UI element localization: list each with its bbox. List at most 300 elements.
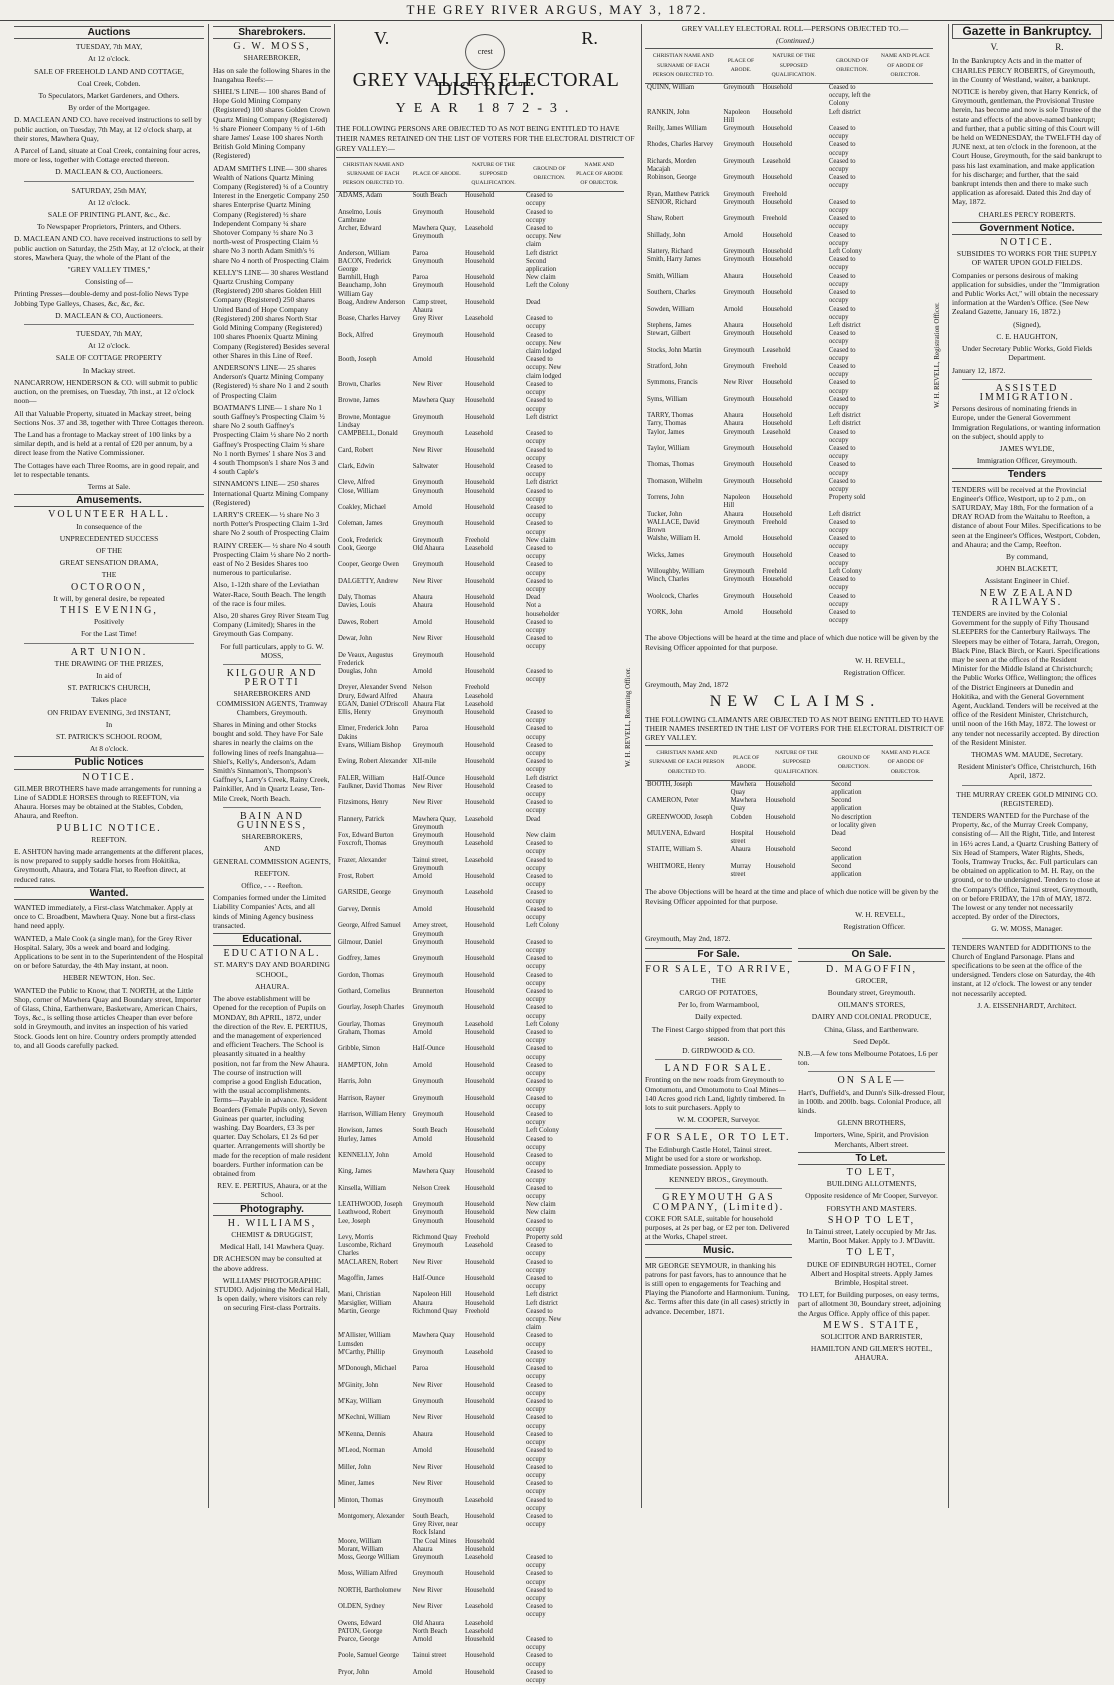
table-cell: Leasehold <box>464 840 493 848</box>
new-claims-table <box>645 745 933 879</box>
table-cell: North Beach <box>412 1627 448 1635</box>
table-cell <box>524 1538 575 1546</box>
table-row <box>336 1382 624 1398</box>
table-cell: GARSIDE, George <box>338 889 391 897</box>
table-cell: Ceased to occupy <box>828 174 856 190</box>
table-cell <box>575 1480 624 1496</box>
ad-title: D. MAGOFFIN, <box>826 963 917 975</box>
table-cell: Household <box>464 397 495 405</box>
table-cell: Arnold <box>412 356 432 364</box>
table-row <box>336 1062 624 1078</box>
table-cell: Ceased to occupy <box>526 1151 553 1168</box>
table-row <box>336 1332 624 1348</box>
table-cell <box>575 758 624 774</box>
table-body <box>645 780 933 879</box>
table-cell: Leasehold <box>762 346 791 354</box>
table-cell: Greymouth <box>412 1004 444 1012</box>
table-cell: Household <box>464 1463 495 1471</box>
table-cell <box>575 488 624 504</box>
table-cell: Greymouth <box>723 198 755 206</box>
wanted-ad: WANTED immediately, a First-class Watchmaker. Apply at once to C. Broadbent, Mawhera Quay. None but a first-class hand need apply. <box>14 903 196 931</box>
table-cell: Household <box>464 1004 495 1012</box>
ad-line: Boundary street, Greymouth. <box>827 987 916 997</box>
notice-body: Companies or persons desirous of making application for subsidies, under the "Immigration and Public Works Act," will obtain the necessary information at the Warden's Office. (See New Zealand Gazette, January 16, 1872.) <box>952 270 1100 317</box>
v-letter: V. <box>374 28 390 48</box>
table-cell: Greymouth <box>723 141 755 149</box>
table-cell: Reilly, James William <box>647 125 707 133</box>
table-cell: Ceased to occupy <box>526 1652 553 1668</box>
table-cell: Ceased to occupy <box>828 592 856 608</box>
table-cell: Household <box>464 487 495 495</box>
table-cell: Household <box>464 922 495 930</box>
table-cell: OLDEN, Sydney <box>338 1603 385 1611</box>
table-cell: Ceased to occupy <box>526 503 553 520</box>
table-cell: Household <box>464 987 495 995</box>
table-row <box>336 463 624 479</box>
table-cell: BACON, Frederick George <box>338 257 392 274</box>
art-union-title: ART UNION. <box>70 646 148 658</box>
table-cell: Ceased to occupy <box>828 215 856 231</box>
table-cell: Godfrey, James <box>338 955 381 963</box>
table-cell: Household <box>464 1414 495 1422</box>
table-header-cell: CHRISTIAN NAME AND SURNAME OF EACH PERSON OBJECTED TO. <box>645 746 729 781</box>
divider <box>962 379 1092 380</box>
table-cell: Dead <box>526 815 541 823</box>
table-row <box>645 158 933 174</box>
table-cell: Ceased to occupy <box>526 430 553 446</box>
table-cell: Ceased to occupy <box>526 487 553 503</box>
table-cell <box>878 306 933 322</box>
music-body: MR GEORGE SEYMOUR, in thanking his patrons for past favors, has to announce that he is still open to engagements for Teaching and Playing the Pianoforte and Harmonium. Tuning, &c. Terms after this date (in all cases) strictly in advance. December, 1871. <box>645 1260 790 1316</box>
table-row <box>645 846 933 862</box>
table-row <box>336 594 624 602</box>
ad-line: THE DRAWING OF THE PRIZES, <box>54 658 164 668</box>
table-cell: Household <box>762 198 793 206</box>
notice-role: Under Secretary Public Works, Gold Fields Department. <box>961 344 1093 363</box>
table-cell: Elmer, Frederick John Dakins <box>338 725 399 741</box>
table-row <box>336 775 624 783</box>
table-cell: Left district <box>828 412 861 420</box>
table-cell: Freehold <box>762 568 787 575</box>
table-cell: Freehold <box>464 684 490 692</box>
table-row <box>336 725 624 741</box>
williams-body: DR ACHESON may be consulted at the above address. <box>213 1254 322 1273</box>
divider <box>24 324 194 325</box>
table-cell: Southern, Charles <box>647 289 696 297</box>
table-cell <box>575 209 624 225</box>
royal-crest-icon: crest <box>465 34 505 70</box>
table-cell: New claim <box>526 536 556 544</box>
ad-line: SOLICITOR AND BARRISTER, <box>820 1332 923 1342</box>
table-cell: Household <box>762 412 793 420</box>
table-cell <box>878 478 933 494</box>
table-cell: Greymouth <box>412 1078 444 1086</box>
table-row <box>645 445 933 461</box>
table-row <box>645 863 933 879</box>
table-cell: Household <box>464 1299 495 1307</box>
table-cell: Greymouth <box>412 832 444 840</box>
table-row <box>336 1168 624 1184</box>
table-cell: Household <box>464 1127 495 1135</box>
table-cell: New River <box>412 799 443 807</box>
table-cell <box>575 668 624 684</box>
table-cell <box>575 332 624 357</box>
table-cell <box>524 701 575 709</box>
auction-date: SATURDAY, 25th MAY, <box>71 185 147 195</box>
ad-line: Daily expected. <box>694 1012 743 1022</box>
table-cell: Greymouth <box>412 331 444 339</box>
auction-body: D. MACLEAN AND CO. have received instructions to sell by public auction, on Tuesday, 7th May, at 12 o'clock sharp, at their stores, Mawhera Quay, <box>14 115 202 143</box>
table-cell <box>575 1062 624 1078</box>
table-cell: Harrison, William Henry <box>338 1110 406 1118</box>
table-cell: Arney street, Greymouth <box>412 922 448 938</box>
auction-body: All that Valuable Property, situated in Mackay street, being Sections Nos. 37 and 38, together with Three Cottages thereon. <box>14 408 204 427</box>
ad-line: UNPRECEDENTED SUCCESS <box>59 533 159 543</box>
williams-subtitle: CHEMIST & DRUGGIST, <box>231 1229 313 1239</box>
table-cell: Ceased to occupy <box>526 725 553 741</box>
table-cell: Ceased to occupy <box>526 561 553 577</box>
royal-header <box>962 43 1092 52</box>
table-cell <box>878 552 933 568</box>
divider <box>655 1059 782 1060</box>
table-cell <box>878 797 933 813</box>
table-cell <box>575 356 624 381</box>
table-cell: Napoleon Hill <box>412 1291 452 1299</box>
auction-paper: "GREY VALLEY TIMES," <box>67 265 151 275</box>
table-cell <box>575 832 624 840</box>
table-cell: Leathwood, Robert <box>338 1209 391 1217</box>
williams-title: H. WILLIAMS, <box>227 1217 317 1229</box>
table-cell <box>575 414 624 430</box>
public-notices-heading: Public Notices <box>14 756 204 769</box>
table-cell: Hospital street <box>730 830 754 846</box>
roll-subtitle: (Continued.) <box>775 36 815 46</box>
table-cell: Ellis, Henry <box>338 709 371 717</box>
table-row <box>336 545 624 561</box>
table-cell <box>575 1291 624 1299</box>
table-cell: Ahaura <box>723 412 744 420</box>
table-cell: Household <box>464 298 495 306</box>
table-cell: Old Ahaura <box>412 544 445 552</box>
table-cell: Ceased to occupy <box>526 873 553 889</box>
new-claims-title: NEW CLAIMS. <box>709 693 881 711</box>
table-row <box>336 225 624 250</box>
table-cell: Greymouth <box>723 289 755 297</box>
table-header-row <box>336 157 624 192</box>
table-cell <box>878 412 933 420</box>
table-row <box>336 783 624 799</box>
table-cell: Daly, Thomas <box>338 594 376 602</box>
table-cell <box>878 215 933 231</box>
ad-title: SHOP TO LET, <box>827 1214 916 1226</box>
table-cell: Household <box>464 1135 495 1143</box>
table-cell: Greymouth <box>723 477 755 485</box>
table-cell: Anderson, William <box>338 249 390 257</box>
railways-title: NEW ZEALAND RAILWAYS. <box>979 587 1075 608</box>
table-row <box>336 1201 624 1209</box>
table-cell <box>575 693 624 701</box>
table-cell: Ceased to occupy <box>526 635 553 651</box>
table-row <box>645 396 933 412</box>
table-cell: Ceased to occupy <box>526 758 553 774</box>
table-cell: Beauchamp, John William Gay <box>338 282 387 298</box>
table-cell: Ceased to occupy. New claim <box>526 225 562 249</box>
table-cell: Household <box>762 551 793 559</box>
table-cell: MACLAREN, Robert <box>338 1258 399 1266</box>
table-cell: Nelson <box>412 684 432 692</box>
table-cell: Boag, Andrew Anderson <box>338 298 406 306</box>
table-row <box>645 576 933 592</box>
table-cell: Household <box>762 576 793 584</box>
table-cell: Ceased to occupy <box>828 231 856 247</box>
table-row <box>645 593 933 609</box>
table-cell: WALLACE, David Brown <box>647 518 700 534</box>
r-letter: R. <box>581 28 598 48</box>
table-row <box>336 315 624 331</box>
table-cell: Poole, Samuel George <box>338 1652 399 1660</box>
share-line: Also, 1-12th share of the Leviathan Water-Race, South Beach. The length of the race is four miles. <box>213 580 326 608</box>
auctions-heading: Auctions <box>14 26 204 39</box>
table-cell: Greymouth <box>412 487 444 495</box>
table-cell: Left Colony <box>526 1127 560 1135</box>
table-cell: Ahaura <box>723 272 744 280</box>
moss-intro: Has on sale the following Shares in the Inangahua Reefs:— <box>213 65 331 84</box>
table-row <box>645 191 933 199</box>
table-cell: Arnold <box>412 1447 432 1455</box>
table-row <box>336 356 624 381</box>
table-cell: Ceased to occupy <box>828 198 856 215</box>
table-cell: Second application <box>831 797 862 813</box>
officer-signature: W. H. REVELL, <box>855 909 905 919</box>
table-row <box>336 1291 624 1299</box>
table-cell <box>575 701 624 709</box>
table-cell <box>575 873 624 889</box>
table-cell: Arnold <box>723 231 743 239</box>
table-header-cell: CHRISTIAN NAME AND SURNAME OF EACH PERSON OBJECTED TO. <box>336 157 411 192</box>
table-row <box>336 742 624 758</box>
table-cell: Freehold <box>464 1307 490 1315</box>
table-cell: Ceased to occupy <box>526 938 553 954</box>
table-cell: Greymouth <box>723 362 755 370</box>
table-cell: Household <box>765 797 796 805</box>
share-line: SINNAMON'S LINE— 250 shares International Quartz Mining Company (Registered) <box>213 479 329 507</box>
table-cell: Household <box>464 208 495 216</box>
table-cell <box>575 840 624 856</box>
bain-office: Office, - - - Reefton. <box>241 881 303 891</box>
table-cell: Freehold <box>464 1234 490 1242</box>
table-cell <box>575 955 624 971</box>
notice-date: Greymouth, May 2nd, 1872. <box>645 934 731 944</box>
ad-line: THE <box>101 570 117 580</box>
table-cell: Bock, Alfred <box>338 331 374 339</box>
table-cell: Leasehold <box>464 544 493 552</box>
district-title: GREY VALLEY ELECTORAL DISTRICT. <box>352 69 620 101</box>
table-cell: Ahaura <box>723 420 744 428</box>
table-cell: Napoleon Hill <box>723 108 750 124</box>
ad-line: DAIRY AND COLONIAL PRODUCE, <box>811 1012 932 1022</box>
table-cell: Ceased to occupy <box>526 1480 553 1496</box>
table-cell <box>878 289 933 305</box>
table-cell: Miller, John <box>338 1463 371 1471</box>
auction-title: SALE OF FREEHOLD LAND AND COTTAGE, <box>34 66 184 76</box>
table-cell: Nelson Creek <box>412 1184 450 1192</box>
table-cell <box>575 939 624 955</box>
table-cell <box>575 783 624 799</box>
table-cell: Household <box>464 1545 495 1553</box>
table-cell: Greymouth <box>412 1020 444 1028</box>
table-cell <box>878 109 933 125</box>
table-cell <box>575 652 624 668</box>
table-cell: Archer, Edward <box>338 225 382 233</box>
table-cell: Not a householder <box>526 602 560 618</box>
masthead: THE GREY RIVER ARGUS, MAY 3, 1872. <box>0 0 1114 21</box>
table-cell <box>575 1414 624 1430</box>
table-row <box>645 552 933 568</box>
table-cell: Richmond Quay <box>412 1234 458 1242</box>
table-cell: Stephens, James <box>647 321 692 329</box>
on-sale-column <box>798 946 945 1365</box>
table-cell <box>575 799 624 815</box>
table-cell <box>575 1300 624 1308</box>
divider <box>223 807 321 808</box>
murray-creek-title: THE MURRAY CREEK GOLD MINING CO. (REGISTERED). <box>956 789 1098 808</box>
table-cell: Greymouth <box>412 1553 444 1561</box>
table-cell: Freehold <box>464 536 490 544</box>
divider <box>24 181 194 182</box>
table-cell: Freehold <box>762 215 787 223</box>
bain-subtitle: GENERAL COMMISSION AGENTS, <box>213 856 331 866</box>
table-cell: Ceased to occupy <box>526 1110 553 1127</box>
table-cell <box>575 479 624 487</box>
table-cell: Ceased to occupy <box>526 1398 553 1414</box>
r-letter: R. <box>1055 42 1064 53</box>
table-cell: Leasehold <box>464 856 493 864</box>
table-cell: Paroa <box>412 725 429 733</box>
auction-signature: D. MACLEAN & CO, Auctioneers. <box>55 167 163 177</box>
table-row <box>336 1546 624 1554</box>
table-cell: Sowden, William <box>647 305 695 313</box>
table-cell: Household <box>765 813 796 821</box>
table-cell: CAMERON, Peter <box>647 797 699 805</box>
table-row <box>336 1570 624 1586</box>
table-cell: Greymouth <box>412 1570 444 1578</box>
table-cell: EGAN, Daniel O'Driscoll <box>338 700 409 708</box>
objection-note: The above Objections will be heard at the time and place of which due notice will be given by the Revising Officer appointed for that purpose. <box>645 887 939 906</box>
table-cell: Ceased to occupy <box>526 315 553 331</box>
ad-body: TO LET, for Building purposes, on easy terms, part of allotment 30, Boundary street, adjoining the Argus Office. Apply office of this paper. <box>798 1290 941 1318</box>
table-cell: Tainui street, Greymouth <box>412 856 448 872</box>
table-cell <box>878 191 933 199</box>
table-row <box>336 709 624 725</box>
ad-line: China, Glass, and Earthenware. <box>824 1024 919 1034</box>
table-cell: TARRY, Thomas <box>647 412 694 420</box>
table-cell: M'Ginity, John <box>338 1381 379 1389</box>
table-cell: Arnold <box>412 618 432 626</box>
table-cell: Ceased to occupy <box>828 157 856 174</box>
table-cell: Household <box>464 274 495 282</box>
table-cell: Household <box>762 272 793 280</box>
notice-date: January 12, 1872. <box>952 365 1006 375</box>
table-cell: Household <box>762 248 793 256</box>
table-cell: Greymouth <box>723 215 755 223</box>
roll-table <box>645 48 933 625</box>
table-cell: New claim <box>526 1209 556 1217</box>
table-cell: Lee, Joseph <box>338 1217 371 1225</box>
table-cell: Household <box>464 618 495 626</box>
table-cell: Left district <box>828 108 861 116</box>
table-row <box>645 84 933 109</box>
ad-line: It will, by general desire, be repeated <box>53 593 165 603</box>
table-cell: Ceased to occupy <box>828 362 856 379</box>
table-cell: Hurley, James <box>338 1135 377 1143</box>
table-row <box>336 209 624 225</box>
table-row <box>645 511 933 519</box>
table-cell: Household <box>464 782 495 790</box>
table-cell: Ceased to occupy <box>526 799 553 815</box>
table-row <box>336 1242 624 1258</box>
table-cell: Ceased to occupy <box>828 428 856 444</box>
table-cell: Greymouth <box>412 1398 444 1406</box>
table-cell: Dead <box>526 594 541 602</box>
table-cell: Ceased to occupy <box>828 535 856 551</box>
column-divider <box>641 24 642 1508</box>
table-row <box>645 519 933 535</box>
table-row <box>336 1259 624 1275</box>
wanted-signature: HEBER NEWTON, Hon. Sec. <box>63 973 155 983</box>
table-cell: M'Leod, Norman <box>338 1447 385 1455</box>
table-cell <box>575 619 624 635</box>
educational-title: EDUCATIONAL. <box>223 948 321 960</box>
table-cell: Greymouth <box>412 479 444 487</box>
table-cell <box>575 1513 624 1538</box>
table-cell: Household <box>464 356 495 364</box>
table-row <box>645 273 933 289</box>
table-row <box>336 561 624 577</box>
table-cell <box>524 652 575 668</box>
table-cell <box>575 742 624 758</box>
table-cell: Ceased to occupy <box>526 1496 553 1512</box>
table-cell: Household <box>464 725 495 733</box>
table-row <box>336 1587 624 1603</box>
table-cell: Arnold <box>412 1151 432 1159</box>
table-cell: Property sold <box>526 1234 563 1242</box>
school-signature: REV. E. PERTIUS, Ahaura, or at the School. <box>217 1181 327 1200</box>
table-cell <box>575 299 624 315</box>
table-header-cell: PLACE OF ABODE. <box>722 49 761 84</box>
table-cell: Left Colony <box>828 568 862 575</box>
share-line: ANDERSON'S LINE— 25 shares Anderson's Quartz Mining Company (Registered) ½ share No 1 and 2 south of Prospecting Claim <box>213 362 329 400</box>
table-row <box>336 282 624 298</box>
table-cell: Household <box>464 192 495 200</box>
table-cell: Household <box>464 413 495 421</box>
table-cell: Household <box>464 1045 495 1053</box>
table-cell: Napoleon Hill <box>723 494 750 510</box>
table-cell: Household <box>464 1184 495 1192</box>
table-cell: M'Allister, William Lumsden <box>338 1332 391 1348</box>
registration-officer-side: W. H. REVELL, Registration Officer. <box>933 302 941 409</box>
tender-signature: JOHN BLACKETT, <box>996 564 1058 574</box>
auction-time: At 12 o'clock. <box>88 341 130 351</box>
table-cell: Ceased to occupy <box>526 1078 553 1094</box>
table-cell: Ceased to occupy <box>526 462 553 479</box>
ad-body: Hart's, Duffield's, and Dunn's Silk-dressed Flour, in 100lb. and 200lb. bags. Colonial Produce, all kinds. <box>798 1087 945 1115</box>
table-row <box>645 109 933 125</box>
table-cell <box>575 922 624 938</box>
table-cell: Syms, William <box>647 395 688 403</box>
table-cell: Frost, Robert <box>338 873 374 881</box>
table-row <box>336 922 624 938</box>
table-row <box>645 363 933 379</box>
